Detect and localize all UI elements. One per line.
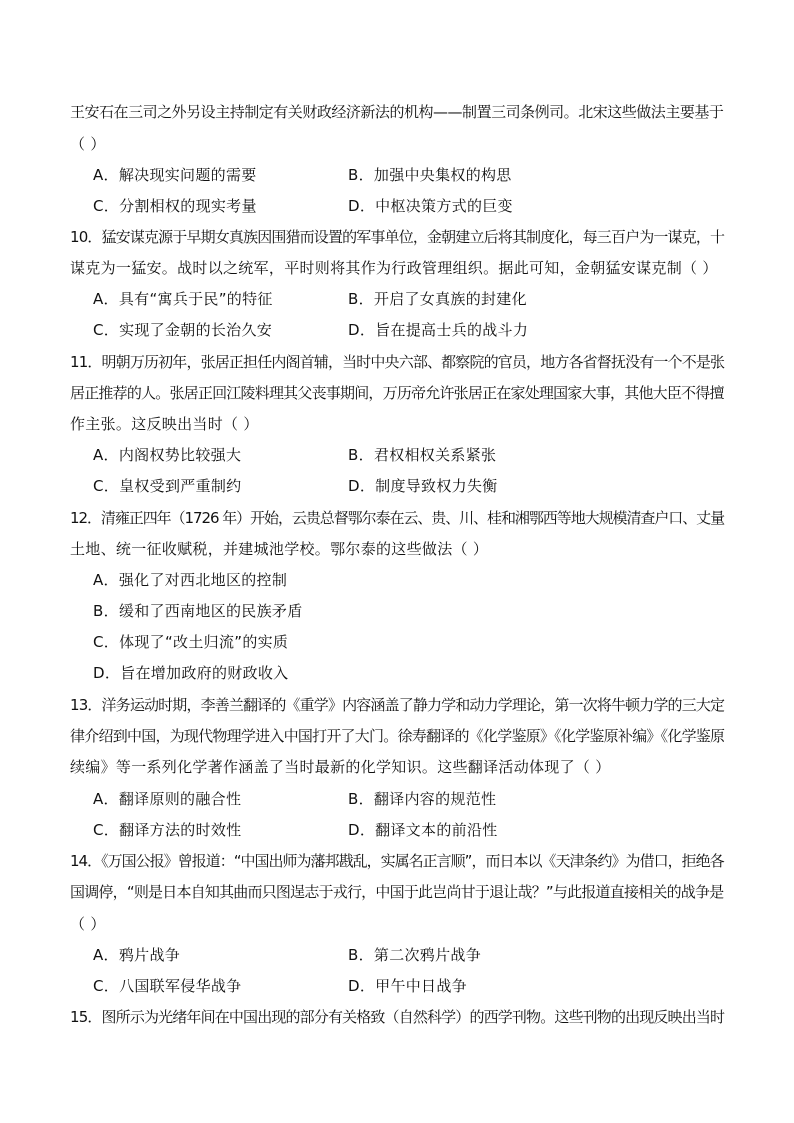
q9-stem-line: 王安石在三司之外另设主持制定有关财政经济新法的机构——制置三司条例司。北宋这些做法主要基于: [70, 103, 724, 121]
q9-option-d: D．中枢决策方式的巨变: [348, 197, 513, 215]
q12-option-c: C．体现了“改土归流”的实质: [93, 633, 289, 651]
q11-option-b: B．君权相权关系紧张: [348, 446, 497, 464]
q13-stem-line: 律介绍到中国，为现代物理学进入中国打开了大门。徐寿翻译的《化学鉴原》《化学鉴原补编》《化学鉴原: [70, 727, 725, 745]
q12-stem-line: 土地、统一征收赋税，并建城池学校。鄂尔泰的这些做法（ ）: [70, 540, 489, 558]
q13-option-b: B．翻译内容的规范性: [348, 790, 497, 808]
q9-option-c: C．分割相权的现实考量: [93, 197, 257, 215]
q9-option-b: B．加强中央集权的构思: [348, 166, 512, 184]
q14-option-d: D．甲午中日战争: [348, 977, 467, 995]
q10-option-a: A．具有“寓兵于民”的特征: [93, 290, 273, 308]
q10-option-c: C．实现了金朝的长治久安: [93, 321, 273, 339]
q11-stem-line: 居正推荐的人。张居正回江陵料理其父丧事期间，万历帝允许张居正在家处理国家大事，其他大臣不得擅: [70, 384, 724, 402]
q11-stem-line: 11．明朝万历初年，张居正担任内阁首辅，当时中央六部、都察院的官员，地方各省督抚没有一个不是张: [70, 353, 725, 371]
q11-option-c: C．皇权受到严重制约: [93, 477, 242, 495]
q9-option-a: A．解决现实问题的需要: [93, 166, 257, 184]
q10-option-b: B．开启了女真族的封建化: [348, 290, 527, 308]
q9-stem-line: （ ）: [70, 135, 106, 153]
q14-stem-line: 国调停，“则是日本自知其曲而只图逞志于戎行，中国于此岂尚甘于退让哉？”与此报道直接相关的战争是: [70, 883, 724, 901]
q11-option-a: A．内阁权势比较强大: [93, 446, 242, 464]
q11-stem-line: 作主张。这反映出当时（ ）: [70, 415, 259, 433]
q14-stem-line: （ ）: [70, 915, 106, 933]
q13-option-a: A．翻译原则的融合性: [93, 790, 242, 808]
q12-option-d: D．旨在增加政府的财政收入: [93, 664, 289, 682]
q11-option-d: D．制度导致权力失衡: [348, 477, 498, 495]
q13-stem-line: 13．洋务运动时期，李善兰翻译的《重学》内容涵盖了静力学和动力学理论，第一次将牛顿力学的三大定: [70, 696, 725, 714]
q10-stem-line: 10．猛安谋克源于早期女真族因围猎而设置的军事单位，金朝建立后将其制度化，每三百户为一谋克，十: [70, 228, 725, 246]
q14-stem-line: 14．《万国公报》曾报道：“中国出师为藩邦戡乱，实属名正言顺”，而日本以《天津条约》为借口，拒绝各: [70, 852, 724, 870]
q13-stem-line: 续编》等一系列化学著作涵盖了当时最新的化学知识。这些翻译活动体现了（ ）: [70, 758, 611, 776]
q14-option-a: A．鸦片战争: [93, 946, 181, 964]
q10-option-d: D．旨在提高士兵的战斗力: [348, 321, 529, 339]
q14-option-b: B．第二次鸦片战争: [348, 946, 481, 964]
q14-option-c: C．八国联军侵华战争: [93, 977, 242, 995]
q15-stem-line: 15．图所示为光绪年间在中国出现的部分有关格致（自然科学）的西学刊物。这些刊物的出现反映出当时: [70, 1008, 725, 1026]
q12-option-b: B．缓和了西南地区的民族矛盾: [93, 602, 303, 620]
q12-option-a: A．强化了对西北地区的控制: [93, 571, 288, 589]
q10-stem-line: 谋克为一猛安。战时以之统军，平时则将其作为行政管理组织。据此可知，金朝猛安谋克制（ ）: [70, 259, 718, 277]
q13-option-c: C．翻译方法的时效性: [93, 821, 242, 839]
q12-stem-line: 12．清雍正四年（1726 年）开始，云贵总督鄂尔泰在云、贵、川、桂和湘鄂西等地大规模清查户口、丈量: [70, 509, 725, 527]
q13-option-d: D．翻译文本的前沿性: [348, 821, 498, 839]
